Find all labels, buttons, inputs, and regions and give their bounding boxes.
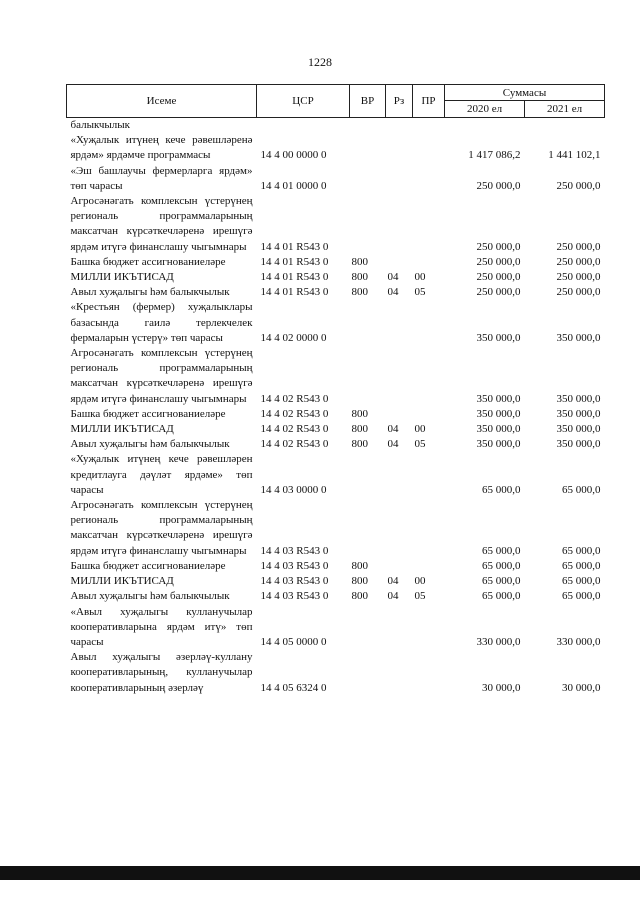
budget-table-container <box>66 84 606 696</box>
row-pr: 05 <box>414 438 426 451</box>
table-row <box>67 437 605 452</box>
header-csr: ЦСР <box>257 85 350 118</box>
row-rz <box>386 194 413 255</box>
row-name: «Хуҗалык итүнең кече рәвешләрен кредитлауга дәүләт ярдәме» төп чарасы <box>70 453 253 496</box>
row-sum-2020: 350 000,0 <box>476 331 521 344</box>
row-pr <box>413 452 445 498</box>
row-csr <box>257 118 350 134</box>
table-row <box>67 559 605 574</box>
row-name: МИЛЛИ ИКЪТИСАД <box>70 423 174 436</box>
row-sum-2020: 250 000,0 <box>476 255 521 268</box>
table-row <box>67 650 605 696</box>
row-name: МИЛЛИ ИКЪТИСАД <box>70 575 174 588</box>
row-sum-2020: 250 000,0 <box>476 286 521 299</box>
row-sum-2021: 65 000,0 <box>562 559 601 572</box>
row-csr: 14 4 02 R543 0 <box>260 438 329 451</box>
table-row <box>67 164 605 194</box>
table-row <box>67 194 605 255</box>
row-name: балыкчылык <box>70 119 131 131</box>
row-sum-2020: 350 000,0 <box>476 438 521 451</box>
row-sum-2020: 65 000,0 <box>482 575 521 588</box>
row-rz <box>386 346 413 407</box>
table-row <box>67 498 605 559</box>
row-rz <box>386 255 413 270</box>
row-rz <box>386 118 413 134</box>
row-sum-2020: 330 000,0 <box>476 635 521 648</box>
row-vr: 800 <box>351 438 368 451</box>
row-csr: 14 4 03 R543 0 <box>260 575 329 588</box>
row-sum-2021: 350 000,0 <box>556 392 601 405</box>
row-rz <box>386 300 413 346</box>
row-rz <box>386 605 413 651</box>
row-pr: 00 <box>414 423 426 436</box>
row-rz: 04 <box>387 286 399 299</box>
row-rz <box>386 559 413 574</box>
row-name: «Эш башлаучы фермерларга ярдәм» төп чарасы <box>70 164 253 192</box>
row-pr <box>413 498 445 559</box>
table-row <box>67 255 605 270</box>
page-number: 1228 <box>308 55 332 69</box>
row-vr <box>350 346 386 407</box>
row-csr: 14 4 01 R543 0 <box>260 255 329 268</box>
row-name: Башка бюджет ассигнованиеләре <box>70 559 226 572</box>
row-vr <box>350 605 386 651</box>
row-name: Агросәнәгать комплексын үстерүнең региональ программаларының максатчан күрсәткечләренә ирешүгә ярдәм итүгә финанслашу чыгымнары <box>70 195 253 253</box>
row-name: Агросәнәгать комплексын үстерүнең региональ программаларының максатчан күрсәткечләренә ирешүгә ярдәм итүгә финанслашу чыгымнары <box>70 347 253 405</box>
table-row <box>67 589 605 604</box>
row-pr <box>413 407 445 422</box>
row-sum-2021: 1 441 102,1 <box>548 149 601 162</box>
row-vr <box>350 300 386 346</box>
header-sums: Суммасы <box>445 85 605 101</box>
row-csr: 14 4 03 0000 0 <box>260 483 327 496</box>
table-row <box>67 346 605 407</box>
row-pr <box>413 559 445 574</box>
row-pr <box>413 605 445 651</box>
row-name: МИЛЛИ ИКЪТИСАД <box>70 271 174 284</box>
row-name: Агросәнәгать комплексын үстерүнең региональ программаларының максатчан күрсәткечләренә ирешүгә ярдәм итүгә финанслашу чыгымнары <box>70 499 253 557</box>
row-pr: 00 <box>414 575 426 588</box>
table-row <box>67 300 605 346</box>
row-pr <box>413 300 445 346</box>
row-sum-2020: 65 000,0 <box>482 590 521 603</box>
row-sum-2021: 65 000,0 <box>562 575 601 588</box>
row-name: «Крестьян (фермер) хуҗалыклары базасында гаилә терлекчелек фермаларын үстерү» төп чарасы <box>70 301 253 344</box>
row-rz: 04 <box>387 423 399 436</box>
table-row <box>67 118 605 134</box>
row-vr: 800 <box>351 286 368 299</box>
table-row <box>67 605 605 651</box>
row-csr: 14 4 02 R543 0 <box>260 392 329 405</box>
row-sum-2021: 250 000,0 <box>556 271 601 284</box>
table-row <box>67 270 605 285</box>
table-body <box>67 118 605 696</box>
row-vr: 800 <box>351 575 368 588</box>
row-sum-2021: 350 000,0 <box>556 423 601 436</box>
budget-table <box>66 84 605 696</box>
row-csr: 14 4 01 R543 0 <box>260 240 329 253</box>
row-sum-2021: 65 000,0 <box>562 544 601 557</box>
row-sum-2021: 330 000,0 <box>556 635 601 648</box>
row-sum-2021: 250 000,0 <box>556 286 601 299</box>
row-csr: 14 4 05 6324 0 <box>260 681 327 694</box>
row-sum-2021: 350 000,0 <box>556 331 601 344</box>
table-row <box>67 285 605 300</box>
row-pr <box>413 255 445 270</box>
row-csr: 14 4 01 R543 0 <box>260 271 329 284</box>
header-year-2020: 2020 ел <box>445 101 525 118</box>
row-rz: 04 <box>387 590 399 603</box>
row-name: Авыл хуҗалыгы һәм балыкчылык <box>70 438 230 451</box>
row-sum-2021: 65 000,0 <box>562 590 601 603</box>
row-rz <box>386 452 413 498</box>
row-name: Авыл хуҗалыгы һәм балыкчылык <box>70 286 230 299</box>
row-sum-2020: 350 000,0 <box>476 407 521 420</box>
row-vr <box>350 133 386 163</box>
row-name: Авыл хуҗалыгы һәм балыкчылык <box>70 590 230 603</box>
row-sum-2020: 30 000,0 <box>482 681 521 694</box>
row-sum-2020: 65 000,0 <box>482 544 521 557</box>
row-csr: 14 4 01 R543 0 <box>260 286 329 299</box>
row-sum-2020: 250 000,0 <box>476 240 521 253</box>
row-vr: 800 <box>351 271 368 284</box>
row-rz <box>386 133 413 163</box>
table-row <box>67 452 605 498</box>
table-row <box>67 407 605 422</box>
row-pr <box>413 346 445 407</box>
header-pr: ПР <box>413 85 445 118</box>
row-csr: 14 4 02 0000 0 <box>260 331 327 344</box>
row-vr <box>350 118 386 134</box>
row-sum-2021: 250 000,0 <box>556 255 601 268</box>
row-sum-2020: 65 000,0 <box>482 483 521 496</box>
row-pr <box>413 118 445 134</box>
row-rz <box>386 498 413 559</box>
row-pr: 05 <box>414 590 426 603</box>
row-sum-2021: 250 000,0 <box>556 240 601 253</box>
row-vr <box>350 194 386 255</box>
row-pr: 00 <box>414 271 426 284</box>
row-csr: 14 4 03 R543 0 <box>260 559 329 572</box>
row-vr: 800 <box>351 407 368 420</box>
row-sum-2021: 250 000,0 <box>556 179 601 192</box>
row-sum-2020: 250 000,0 <box>476 271 521 284</box>
table-header <box>67 85 605 118</box>
row-rz <box>386 650 413 696</box>
row-csr: 14 4 01 0000 0 <box>260 179 327 192</box>
row-pr <box>413 194 445 255</box>
row-csr: 14 4 00 0000 0 <box>260 149 327 162</box>
table-row <box>67 422 605 437</box>
row-csr: 14 4 03 R543 0 <box>260 590 329 603</box>
row-sum-2021 <box>525 118 605 134</box>
row-name: Башка бюджет ассигнованиеләре <box>70 407 226 420</box>
row-name: Авыл хуҗалыгы әзерләү-куллану кооперативларының, кулланучылар кооперативларының әзерләү <box>70 651 253 694</box>
row-name: Башка бюджет ассигнованиеләре <box>70 255 226 268</box>
row-csr: 14 4 03 R543 0 <box>260 544 329 557</box>
table-row <box>67 133 605 163</box>
row-rz: 04 <box>387 271 399 284</box>
row-csr: 14 4 02 R543 0 <box>260 423 329 436</box>
row-vr <box>350 452 386 498</box>
row-sum-2020 <box>445 118 525 134</box>
header-year-2021: 2021 ел <box>525 101 605 118</box>
row-pr <box>413 650 445 696</box>
header-rz: Рз <box>386 85 413 118</box>
row-vr: 800 <box>351 423 368 436</box>
row-name: «Хуҗалык итүнең кече рәвешләренә ярдәм» ярдәмче программасы <box>70 134 253 162</box>
row-csr: 14 4 05 0000 0 <box>260 635 327 648</box>
row-csr: 14 4 02 R543 0 <box>260 407 329 420</box>
row-sum-2020: 350 000,0 <box>476 392 521 405</box>
row-rz <box>386 164 413 194</box>
row-sum-2021: 350 000,0 <box>556 438 601 451</box>
row-sum-2021: 30 000,0 <box>562 681 601 694</box>
row-rz: 04 <box>387 575 399 588</box>
row-vr: 800 <box>351 590 368 603</box>
row-pr <box>413 133 445 163</box>
row-sum-2021: 65 000,0 <box>562 483 601 496</box>
row-sum-2020: 1 417 086,2 <box>468 149 521 162</box>
row-name: «Авыл хуҗалыгы кулланучылар кооперативларына ярдәм итү» төп чарасы <box>70 605 253 648</box>
row-vr <box>350 650 386 696</box>
row-vr <box>350 164 386 194</box>
row-vr: 800 <box>351 559 368 572</box>
row-vr <box>350 498 386 559</box>
table-row <box>67 574 605 589</box>
header-name: Исеме <box>67 85 257 118</box>
header-vr: ВР <box>350 85 386 118</box>
row-rz <box>386 407 413 422</box>
row-sum-2020: 250 000,0 <box>476 179 521 192</box>
row-pr: 05 <box>414 286 426 299</box>
row-sum-2020: 65 000,0 <box>482 559 521 572</box>
scan-edge-bar <box>0 866 640 880</box>
row-pr <box>413 164 445 194</box>
row-rz: 04 <box>387 438 399 451</box>
row-sum-2021: 350 000,0 <box>556 407 601 420</box>
row-sum-2020: 350 000,0 <box>476 423 521 436</box>
row-vr: 800 <box>351 255 368 268</box>
